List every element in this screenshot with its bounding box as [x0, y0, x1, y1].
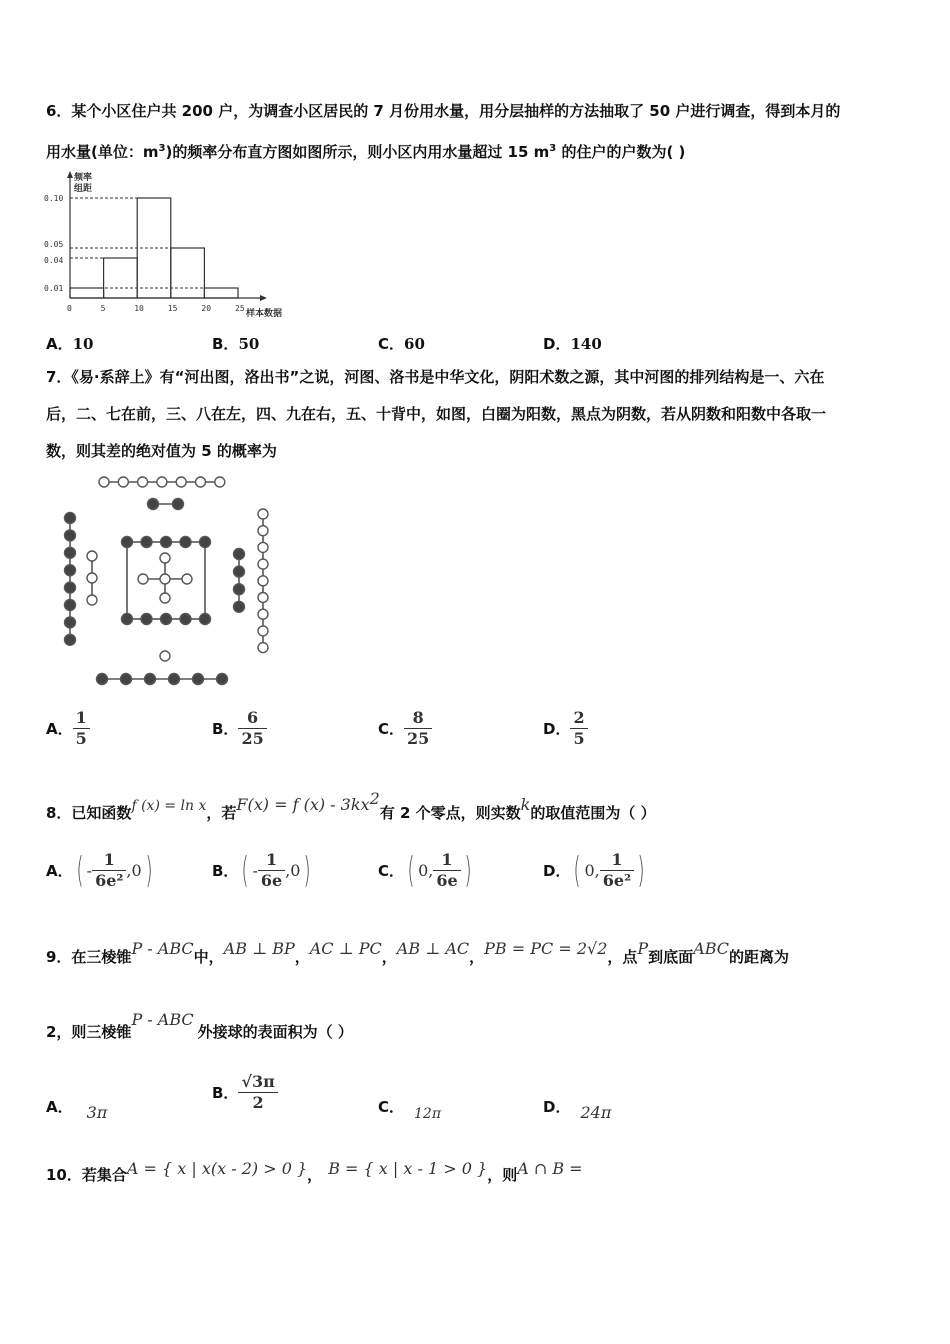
- hetu-bottom-black-dot: [217, 674, 228, 685]
- hetu-center-white-dot: [182, 574, 192, 584]
- hetu-right-white-dot: [258, 609, 268, 619]
- hetu-left-inner-white-dot: [87, 595, 97, 605]
- hetu-square-bottom-black-dot: [200, 614, 211, 625]
- x-tick-label-5: 25: [235, 304, 245, 313]
- hetu-left-inner-white-dot: [87, 573, 97, 583]
- hetu-left-black-dot: [65, 600, 76, 611]
- hetu-top-white-dot: [99, 477, 109, 487]
- hetu-right-white-dot: [258, 509, 268, 519]
- q9-option-b[interactable]: B． $\frac{√3\pi}{2}$: [212, 1072, 278, 1113]
- q7-option-c[interactable]: C． $\frac{8}{25}$: [378, 708, 432, 749]
- q8-text: 8．已知函数f (x) = ln x，若F(x) = f $(x) - 3kx^2$有 2 个零点，则实数k的取值范围为（ ）: [46, 789, 656, 822]
- hetu-square-top-black-dot: [200, 537, 211, 548]
- histogram-bar-4: [204, 288, 238, 298]
- hetu-top-white-dot: [196, 477, 206, 487]
- x-axis-arrow: [260, 295, 267, 301]
- histogram-bar-0: [70, 288, 104, 298]
- q8-option-d[interactable]: D．( 0, $\frac{1}{\text{6e²}}$ ): [543, 850, 645, 891]
- hetu-right-white-dot: [258, 576, 268, 586]
- hetu-left-black-dot: [65, 634, 76, 645]
- q7-text-line1: 7．《易·系辞上》有“河出图，洛出书”之说，河图、洛书是中华文化，阴阳术数之源，其中河图的排列结构是一、六在: [46, 368, 825, 386]
- hetu-square-bottom-black-dot: [141, 614, 152, 625]
- q7-option-d[interactable]: D． $\frac{2}{5}$: [543, 708, 588, 749]
- q9-text-line1: 9．在三棱锥P - ABC中，AB ⊥ BP，AC ⊥ PC，AB ⊥ AC，PB = PC = 2√2，点P到底面ABC的距离为: [46, 939, 790, 966]
- hetu-bottom-single-white-dot: [160, 651, 170, 661]
- hetu-top-white-dot: [176, 477, 186, 487]
- hetu-center-white-dot: [160, 574, 170, 584]
- q7-text-line2: 后，二、七在前，三、八在左，四、九在右，五、十背中，如图，白圈为阳数，黑点为阴数，若从阴数和阳数中各取一: [46, 405, 827, 423]
- hetu-right-inner-black-dot: [234, 566, 245, 577]
- hetu-right-white-dot: [258, 526, 268, 536]
- hetu-bottom-black-dot: [145, 674, 156, 685]
- q9-option-a[interactable]: A． 3π: [46, 1098, 108, 1122]
- hetu-right-inner-black-dot: [234, 601, 245, 612]
- q8-option-c[interactable]: C．( 0, $\frac{1}{6e}$ ): [378, 850, 472, 891]
- y-axis-label-top: 频率: [74, 173, 93, 183]
- hetu-left-black-dot: [65, 513, 76, 524]
- x-tick-label-4: 20: [201, 304, 212, 313]
- hetu-left-black-dot: [65, 565, 76, 576]
- hetu-square-top-black-dot: [161, 537, 172, 548]
- hetu-square-top-black-dot: [180, 537, 191, 548]
- q6-option-c[interactable]: C．60: [378, 335, 425, 353]
- hetu-second-black-dot: [173, 499, 184, 510]
- hetu-top-white-dot: [118, 477, 128, 487]
- hetu-right-white-dot: [258, 643, 268, 653]
- hetu-right-white-dot: [258, 626, 268, 636]
- x-tick-label-3: 15: [167, 304, 178, 313]
- hetu-top-white-dot: [157, 477, 167, 487]
- hetu-center-white-dot: [160, 593, 170, 603]
- histogram-bar-3: [171, 248, 205, 298]
- q10-text: 10．若集合A = { x | x(x - 2) > 0 }， B = { x | x - 1 > 0 }，则A ∩ B =: [46, 1159, 583, 1184]
- hetu-right-white-dot: [258, 559, 268, 569]
- q9-option-c[interactable]: C． 12π: [378, 1098, 442, 1122]
- y-tick-label-3: 0.01: [44, 284, 64, 293]
- hetu-right-inner-black-dot: [234, 584, 245, 595]
- hetu-square-top-black-dot: [122, 537, 133, 548]
- hetu-right-white-dot: [258, 542, 268, 552]
- x-axis-label: 样本数据: [246, 309, 283, 319]
- hetu-center-white-dot: [160, 553, 170, 563]
- hetu-center-white-dot: [138, 574, 148, 584]
- hetu-right-white-dot: [258, 593, 268, 603]
- q7-option-a[interactable]: A． $\frac{1}{5}$: [46, 708, 90, 749]
- hetu-bottom-black-dot: [97, 674, 108, 685]
- y-tick-label-0: 0.10: [44, 194, 64, 203]
- q6-option-d[interactable]: D．140: [543, 335, 602, 353]
- x-tick-label-0: 0: [67, 304, 72, 313]
- hetu-square-bottom-black-dot: [180, 614, 191, 625]
- y-tick-label-2: 0.04: [44, 256, 64, 265]
- hetu-left-black-dot: [65, 530, 76, 541]
- hetu-left-inner-white-dot: [87, 551, 97, 561]
- histogram-bar-1: [104, 258, 138, 298]
- hetu-bottom-black-dot: [121, 674, 132, 685]
- x-tick-label-2: 10: [134, 304, 144, 313]
- q6-text-line2: 用水量(单位：$m^3$)的频率分布直方图如图所示，则小区内用水量超过 15 $m^3$ 的住户的户数为( ): [46, 143, 686, 161]
- hetu-square-bottom-black-dot: [161, 614, 172, 625]
- q6-option-b[interactable]: B．50: [212, 335, 260, 353]
- q9-option-d[interactable]: D． 24π: [543, 1098, 612, 1122]
- hetu-left-black-dot: [65, 582, 76, 593]
- hetu-square-bottom-black-dot: [122, 614, 133, 625]
- histogram-chart: [40, 168, 300, 323]
- hetu-bottom-black-dot: [193, 674, 204, 685]
- x-tick-label-1: 5: [100, 304, 106, 313]
- q8-option-b[interactable]: B．( - $\frac{1}{6e}$ ,0): [212, 850, 312, 891]
- hetu-top-white-dot: [215, 477, 225, 487]
- hetu-right-inner-black-dot: [234, 549, 245, 560]
- y-axis-arrow: [67, 171, 73, 178]
- hetu-left-black-dot: [65, 617, 76, 628]
- y-tick-label-1: 0.05: [44, 240, 64, 249]
- hetu-left-black-dot: [65, 547, 76, 558]
- q7-option-b[interactable]: B． $\frac{6}{25}$: [212, 708, 267, 749]
- hetu-diagram: [50, 470, 290, 695]
- hetu-square-top-black-dot: [141, 537, 152, 548]
- y-axis-label-bottom: 组距: [74, 184, 93, 194]
- hetu-bottom-black-dot: [169, 674, 180, 685]
- hetu-second-black-dot: [148, 499, 159, 510]
- hetu-top-white-dot: [138, 477, 148, 487]
- q9-text-line2: 2，则三棱锥P - ABC外接球的表面积为（ ）: [46, 1010, 353, 1041]
- q6-option-a[interactable]: A．10: [46, 335, 94, 353]
- q8-option-a[interactable]: A．( - $\frac{1}{\text{6e²}}$ ,0): [46, 850, 153, 891]
- q6-text-line1: 6．某个小区住户共 200 户，为调查小区居民的 7 月份用水量，用分层抽样的方法抽取了 50 户进行调查，得到本月的: [46, 102, 841, 120]
- q7-text-line3: 数，则其差的绝对值为 5 的概率为: [46, 442, 277, 460]
